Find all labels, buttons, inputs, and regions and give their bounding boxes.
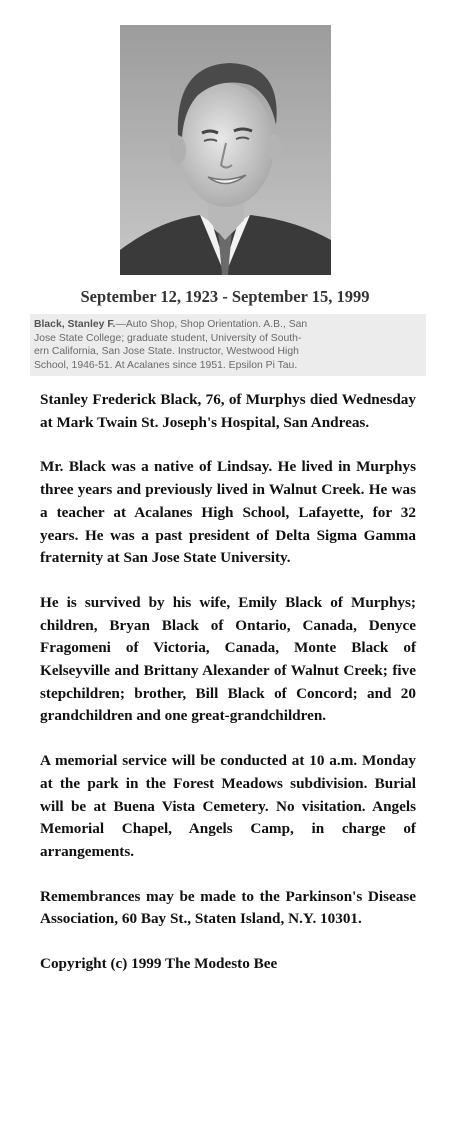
paragraph-memorial-service: A memorial service will be conducted at 10 a.m. Monday at the park in the Forest Meadows subdivision. Burial will be at Buena Vista Cemetery. No visitation. Angels Memorial Chapel, Angels Camp, in charge of arrangements. [40,752,416,860]
paragraph-death-notice: Stanley Frederick Black, 76, of Murphys died Wednesday at Mark Twain St. Joseph's Hospital, San Andreas. [40,391,416,431]
obituary-body [40,389,416,976]
clipping-line-3: ern California, San Jose State. Instructor, Westwood High [34,346,299,357]
yearbook-clipping [30,314,426,376]
copyright-notice: Copyright (c) 1999 The Modesto Bee [40,955,278,973]
clipping-line-1-text: —Auto Shop, Shop Orientation. A.B., San [115,319,308,330]
portrait-photo [120,25,331,275]
clipping-line-4: School, 1946-51. At Acalanes since 1951. Epsilon Pi Tau. [34,359,298,371]
clipping-name: Black, Stanley F. [34,319,116,330]
clipping-line-2: Jose State College; graduate student, University of South- [34,332,302,344]
clipping-line-1 [34,318,422,332]
paragraph-remembrances: Remembrances may be made to the Parkinson's Disease Association, 60 Bay St., Staten Island, N.Y. 10301. [40,887,416,928]
life-dates: September 12, 1923 - September 15, 1999 [80,287,370,306]
paragraph-survivors: He is survived by his wife, Emily Black of Murphys; children, Bryan Black of Ontario, Canada, Denyce Fragomeni of Victoria, Canada, Monte Black of Kelseyville and Brittany Alexander of Walnut Creek; five stepchildren; brother, Bill Black of Concord; and 20 grandchildren and one great-grandchildren. [40,593,416,725]
paragraph-biography: Mr. Black was a native of Lindsay. He lived in Murphys three years and previously lived in Walnut Creek. He was a teacher at Acalanes High School, Lafayette, for 32 years. He was a past president of Delta Sigma Gamma fraternity at San Jose State University. [40,458,416,567]
